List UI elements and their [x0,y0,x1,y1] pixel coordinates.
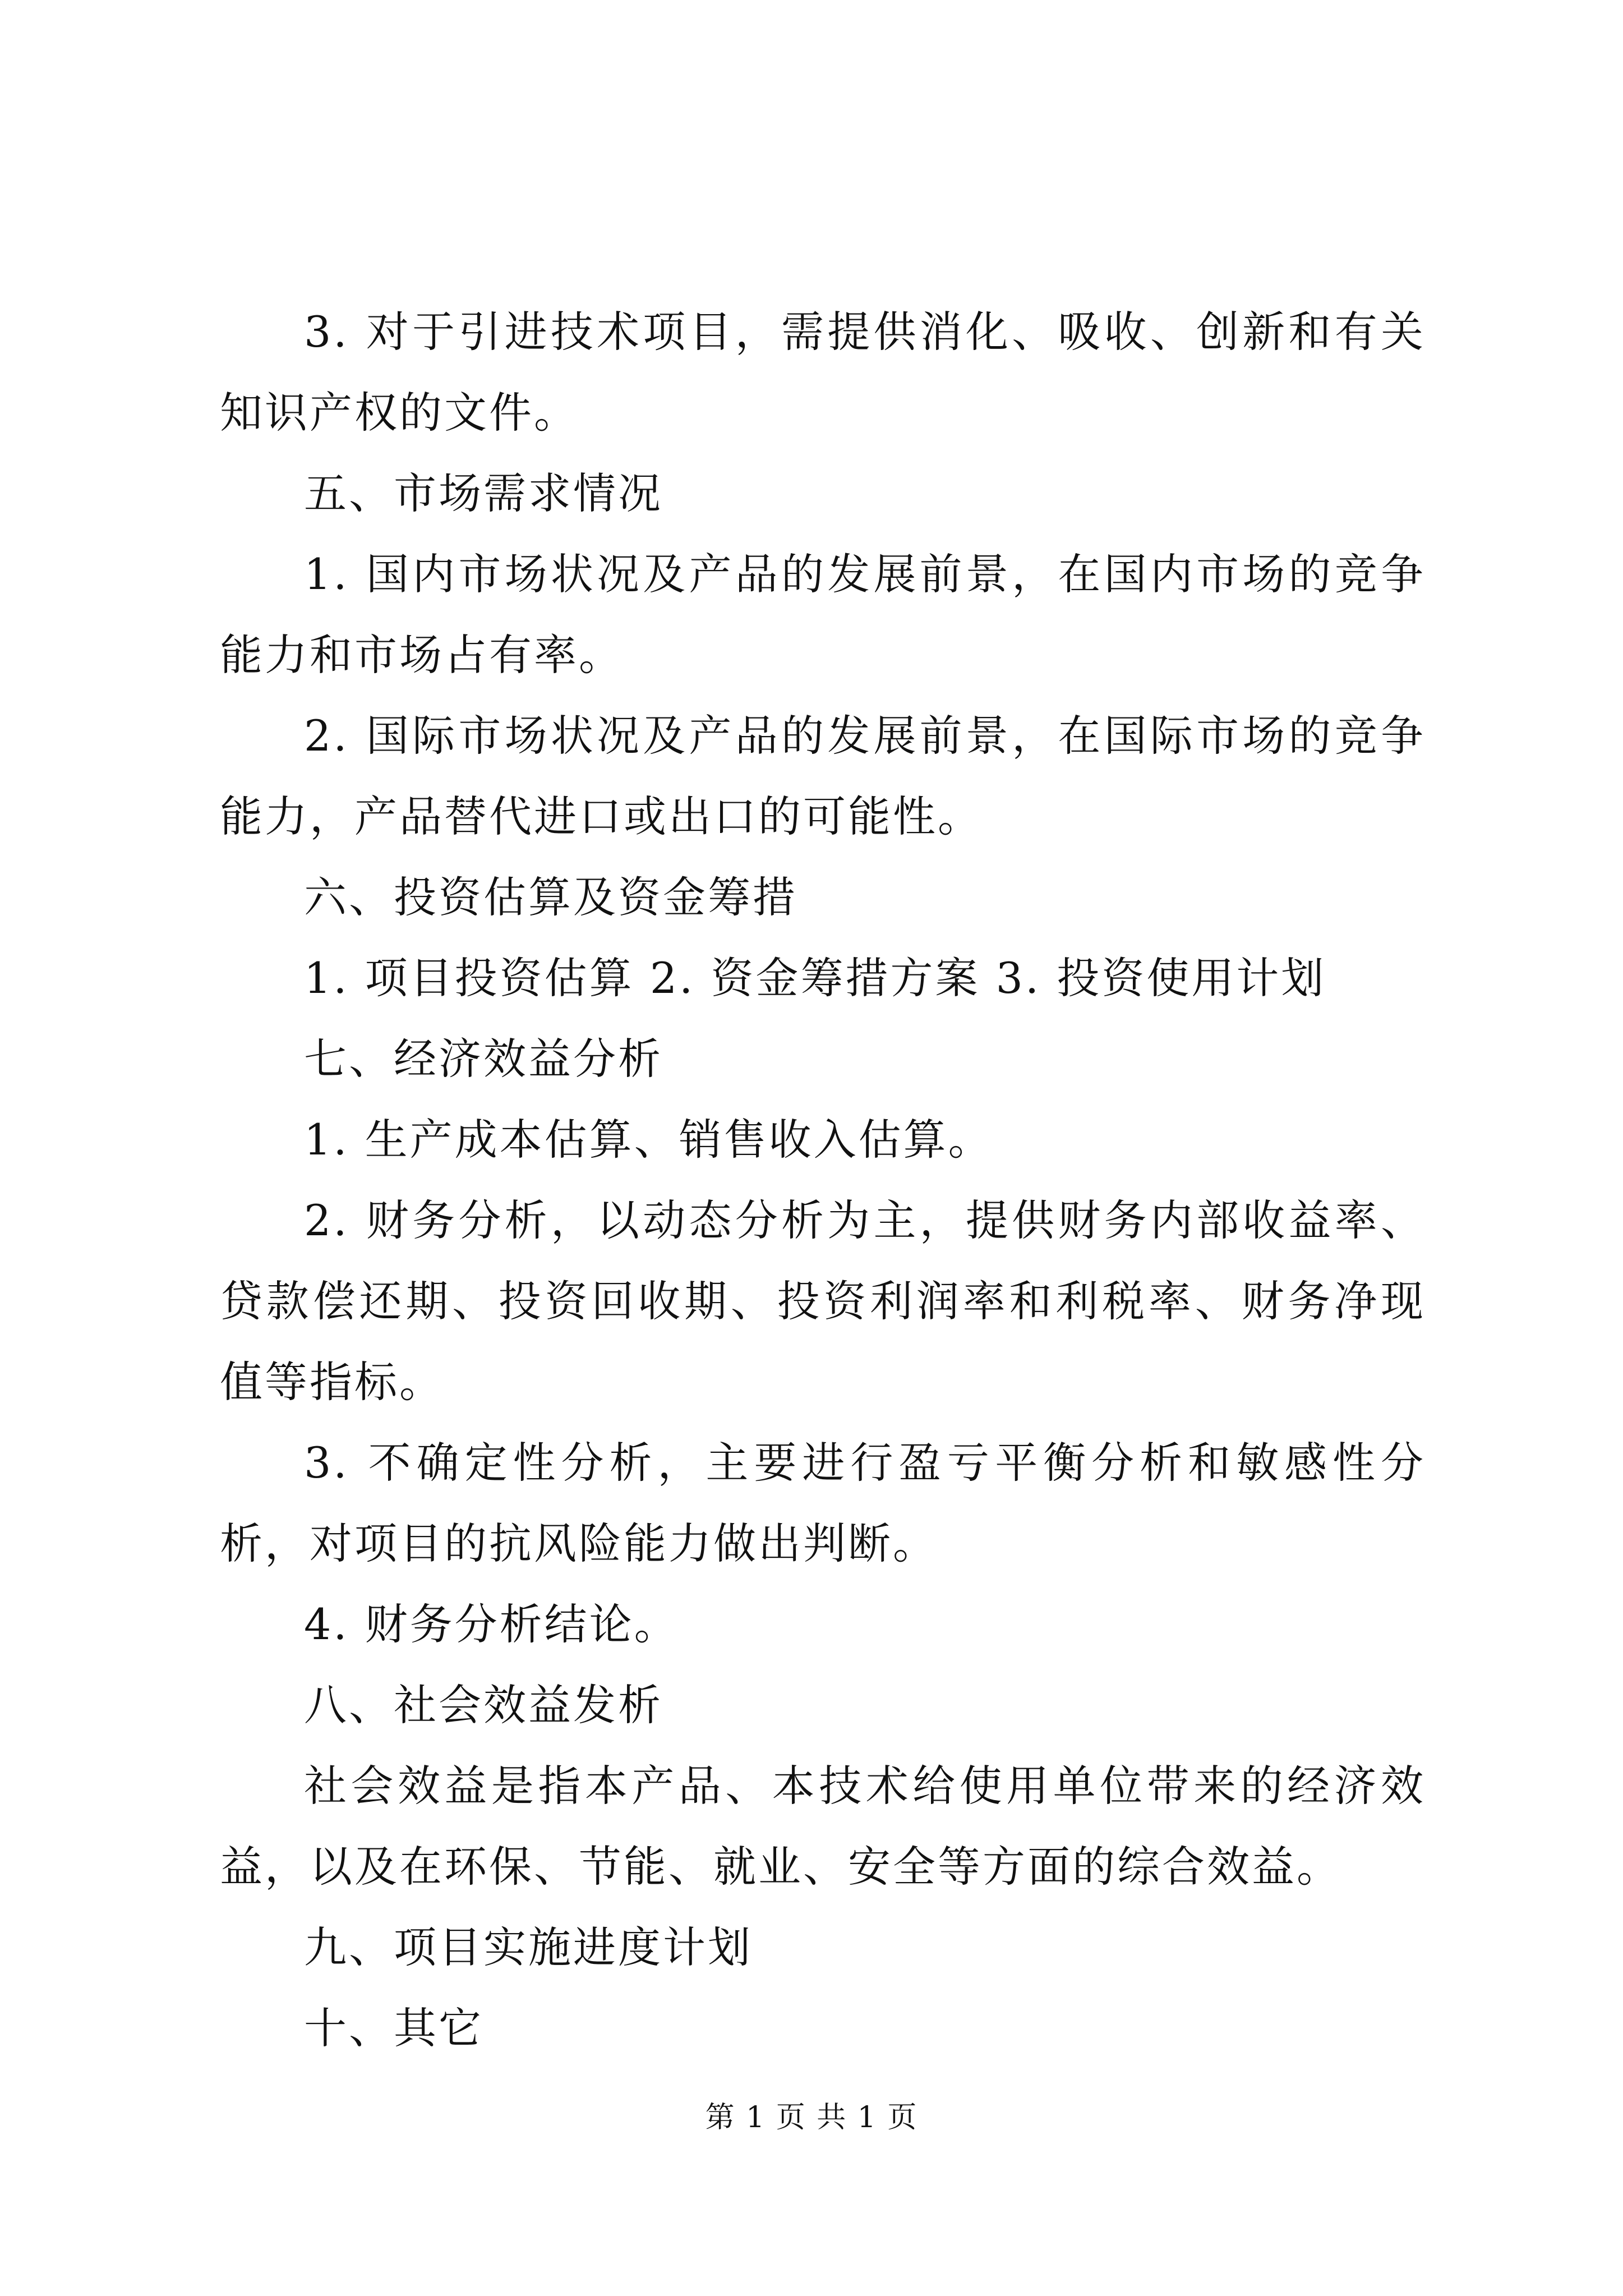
paragraph-item-3-tech-import: 3. 对于引进技术项目，需提供消化、吸收、创新和有关知识产权的文件。 [220,307,1426,438]
section-heading-investment: 六、投资估算及资金筹措 [304,872,797,922]
section-heading-social-benefit: 八、社会效益发析 [304,1680,663,1730]
page-footer: 第 1 页 共 1 页 [705,2101,918,2134]
paragraph-financial-conclusion: 4. 财务分析结论。 [304,1599,679,1649]
paragraph-uncertainty-analysis: 3. 不确定性分析，主要进行盈亏平衡分析和敏感性分析，对项目的抗风险能力做出判断。 [220,1438,1426,1568]
section-heading-other: 十、其它 [304,2003,483,2053]
paragraph-financial-analysis: 2. 财务分析，以动态分析为主，提供财务内部收益率、贷款偿还期、投资回收期、投资利润率和利税率、财务净现值等指标。 [220,1195,1426,1407]
document-body [220,292,1426,2069]
paragraph-international-market: 2. 国际市场状况及产品的发展前景，在国际市场的竞争能力，产品替代进口或出口的可能性。 [220,711,1426,841]
paragraph-cost-estimate: 1. 生产成本估算、销售收入估算。 [304,1115,993,1165]
section-heading-schedule: 九、项目实施进度计划 [304,1922,753,1972]
paragraph-social-benefit: 社会效益是指本产品、本技术给使用单位带来的经济效益，以及在环保、节能、就业、安全等方面的综合效益。 [220,1761,1426,1892]
section-heading-economic-benefit: 七、经济效益分析 [304,1034,663,1084]
paragraph-domestic-market: 1. 国内市场状况及产品的发展前景，在国内市场的竞争能力和市场占有率。 [220,549,1426,680]
section-heading-market-demand: 五、市场需求情况 [304,468,663,518]
paragraph-investment-items: 1. 项目投资估算 2. 资金筹措方案 3. 投资使用计划 [304,953,1326,1003]
